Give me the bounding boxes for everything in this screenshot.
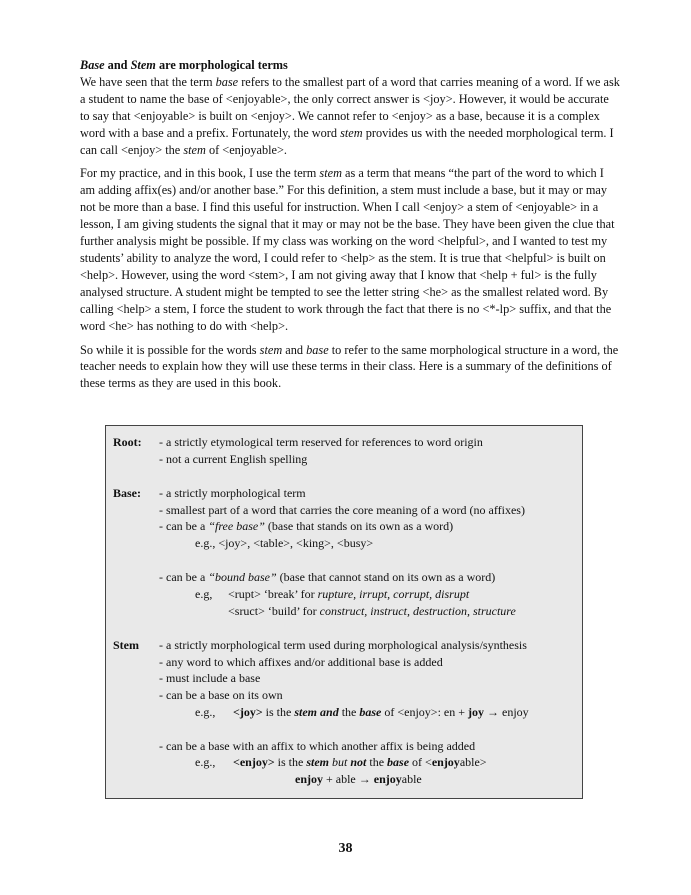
base-example: <rupt> ‘break’ for rupture, irrupt, corrupt, disrupt — [228, 587, 470, 601]
paragraph-1: We have seen that the term base refers to the smallest part of a word that carries meaning of a word. If we ask a student to name the base of <enjoyable>, the only correct answer is <joy>. However, it would be accurate to say that <enjoyable> is built on <enjoy>. We cannot refer to <enjoy> as a base, because it is a complex word with a base and a prefix. Fortunately, the word stem provides us with the needed morphological term. I can call <enjoy> the stem of <enjoyable>. — [80, 74, 620, 157]
stem-definition-line: - can be a base on its own — [159, 688, 283, 702]
heading-text: are morphological terms — [155, 58, 288, 72]
base-definition-line: - can be a “bound base” (base that cannot stand on its own as a word) — [159, 570, 496, 584]
stem-example-label: e.g., — [195, 755, 216, 769]
document-body — [80, 57, 620, 399]
root-definition-line: - not a current English spelling — [159, 452, 308, 466]
stem-definition-line: - a strictly morphological term used during morphological analysis/synthesis — [159, 638, 527, 652]
heading-text: and — [104, 58, 131, 72]
base-example: e.g., <joy>, <table>, <king>, <busy> — [195, 536, 374, 550]
base-definition-line: - smallest part of a word that carries the core meaning of a word (no affixes) — [159, 503, 525, 517]
base-example-label: e.g, — [195, 587, 213, 601]
root-term-label: Root: — [113, 435, 142, 449]
stem-example: enjoy + able → enjoyable — [295, 772, 422, 786]
section-heading — [80, 57, 620, 74]
base-definition-line: - can be a “free base” (base that stands on its own as a word) — [159, 519, 454, 533]
base-definition-line: - a strictly morphological term — [159, 486, 306, 500]
definitions-summary-box — [105, 425, 583, 799]
stem-example: <enjoy> is the stem but not the base of <enjoyable> — [233, 755, 487, 769]
heading-term-stem: Stem — [130, 58, 156, 72]
stem-example-label: e.g., — [195, 705, 216, 719]
stem-definition-line: - can be a base with an affix to which another affix is being added — [159, 739, 476, 753]
heading-term-base: Base — [80, 58, 105, 72]
paragraph-2: For my practice, and in this book, I use the term stem as a term that means “the part of the word to which I am adding affix(es) and/or another base.” For this definition, a stem must include a base, but it may or may not be more than a base. I find this useful for instruction. When I call <enjoy> a stem of <enjoyable> in a lesson, I am giving students the signal that it may or may not be the base. They have been given the clue that further analysis might be possible. If my class was working on the word <helpful>, and I wanted to test my students’ ability to analyze the word, I could refer to <help> as the stem. It is true that <helpful> is built on <help>. However, using the word <stem>, I am not giving away that I know that <help + ful> is the fully analysed structure. A student might be tempted to see the letter string <he> as the smallest related word. By calling <help> a stem, I force the student to work through the fact that there is no <*-lp> suffix, and that the word <he> has nothing to do with <help>. — [80, 166, 615, 333]
stem-definition-line: - must include a base — [159, 671, 261, 685]
paragraph-3: So while it is possible for the words stem and base to refer to the same morphological structure in a word, the teacher needs to explain how they will use these terms in their class. Here is a summary of the definitions of these terms as they are used in this book. — [80, 342, 619, 391]
stem-definition-line: - any word to which affixes and/or additional base is added — [159, 655, 443, 669]
page-number: 38 — [338, 841, 353, 856]
base-example: <sruct> ‘build’ for construct, instruct, destruction, structure — [228, 604, 516, 618]
base-term-label: Base: — [113, 486, 141, 500]
stem-term-label: Stem — [113, 638, 139, 652]
root-definition-line: - a strictly etymological term reserved for references to word origin — [159, 435, 483, 449]
stem-example: <joy> is the stem and the base of <enjoy>: en + joy → enjoy — [233, 705, 529, 719]
